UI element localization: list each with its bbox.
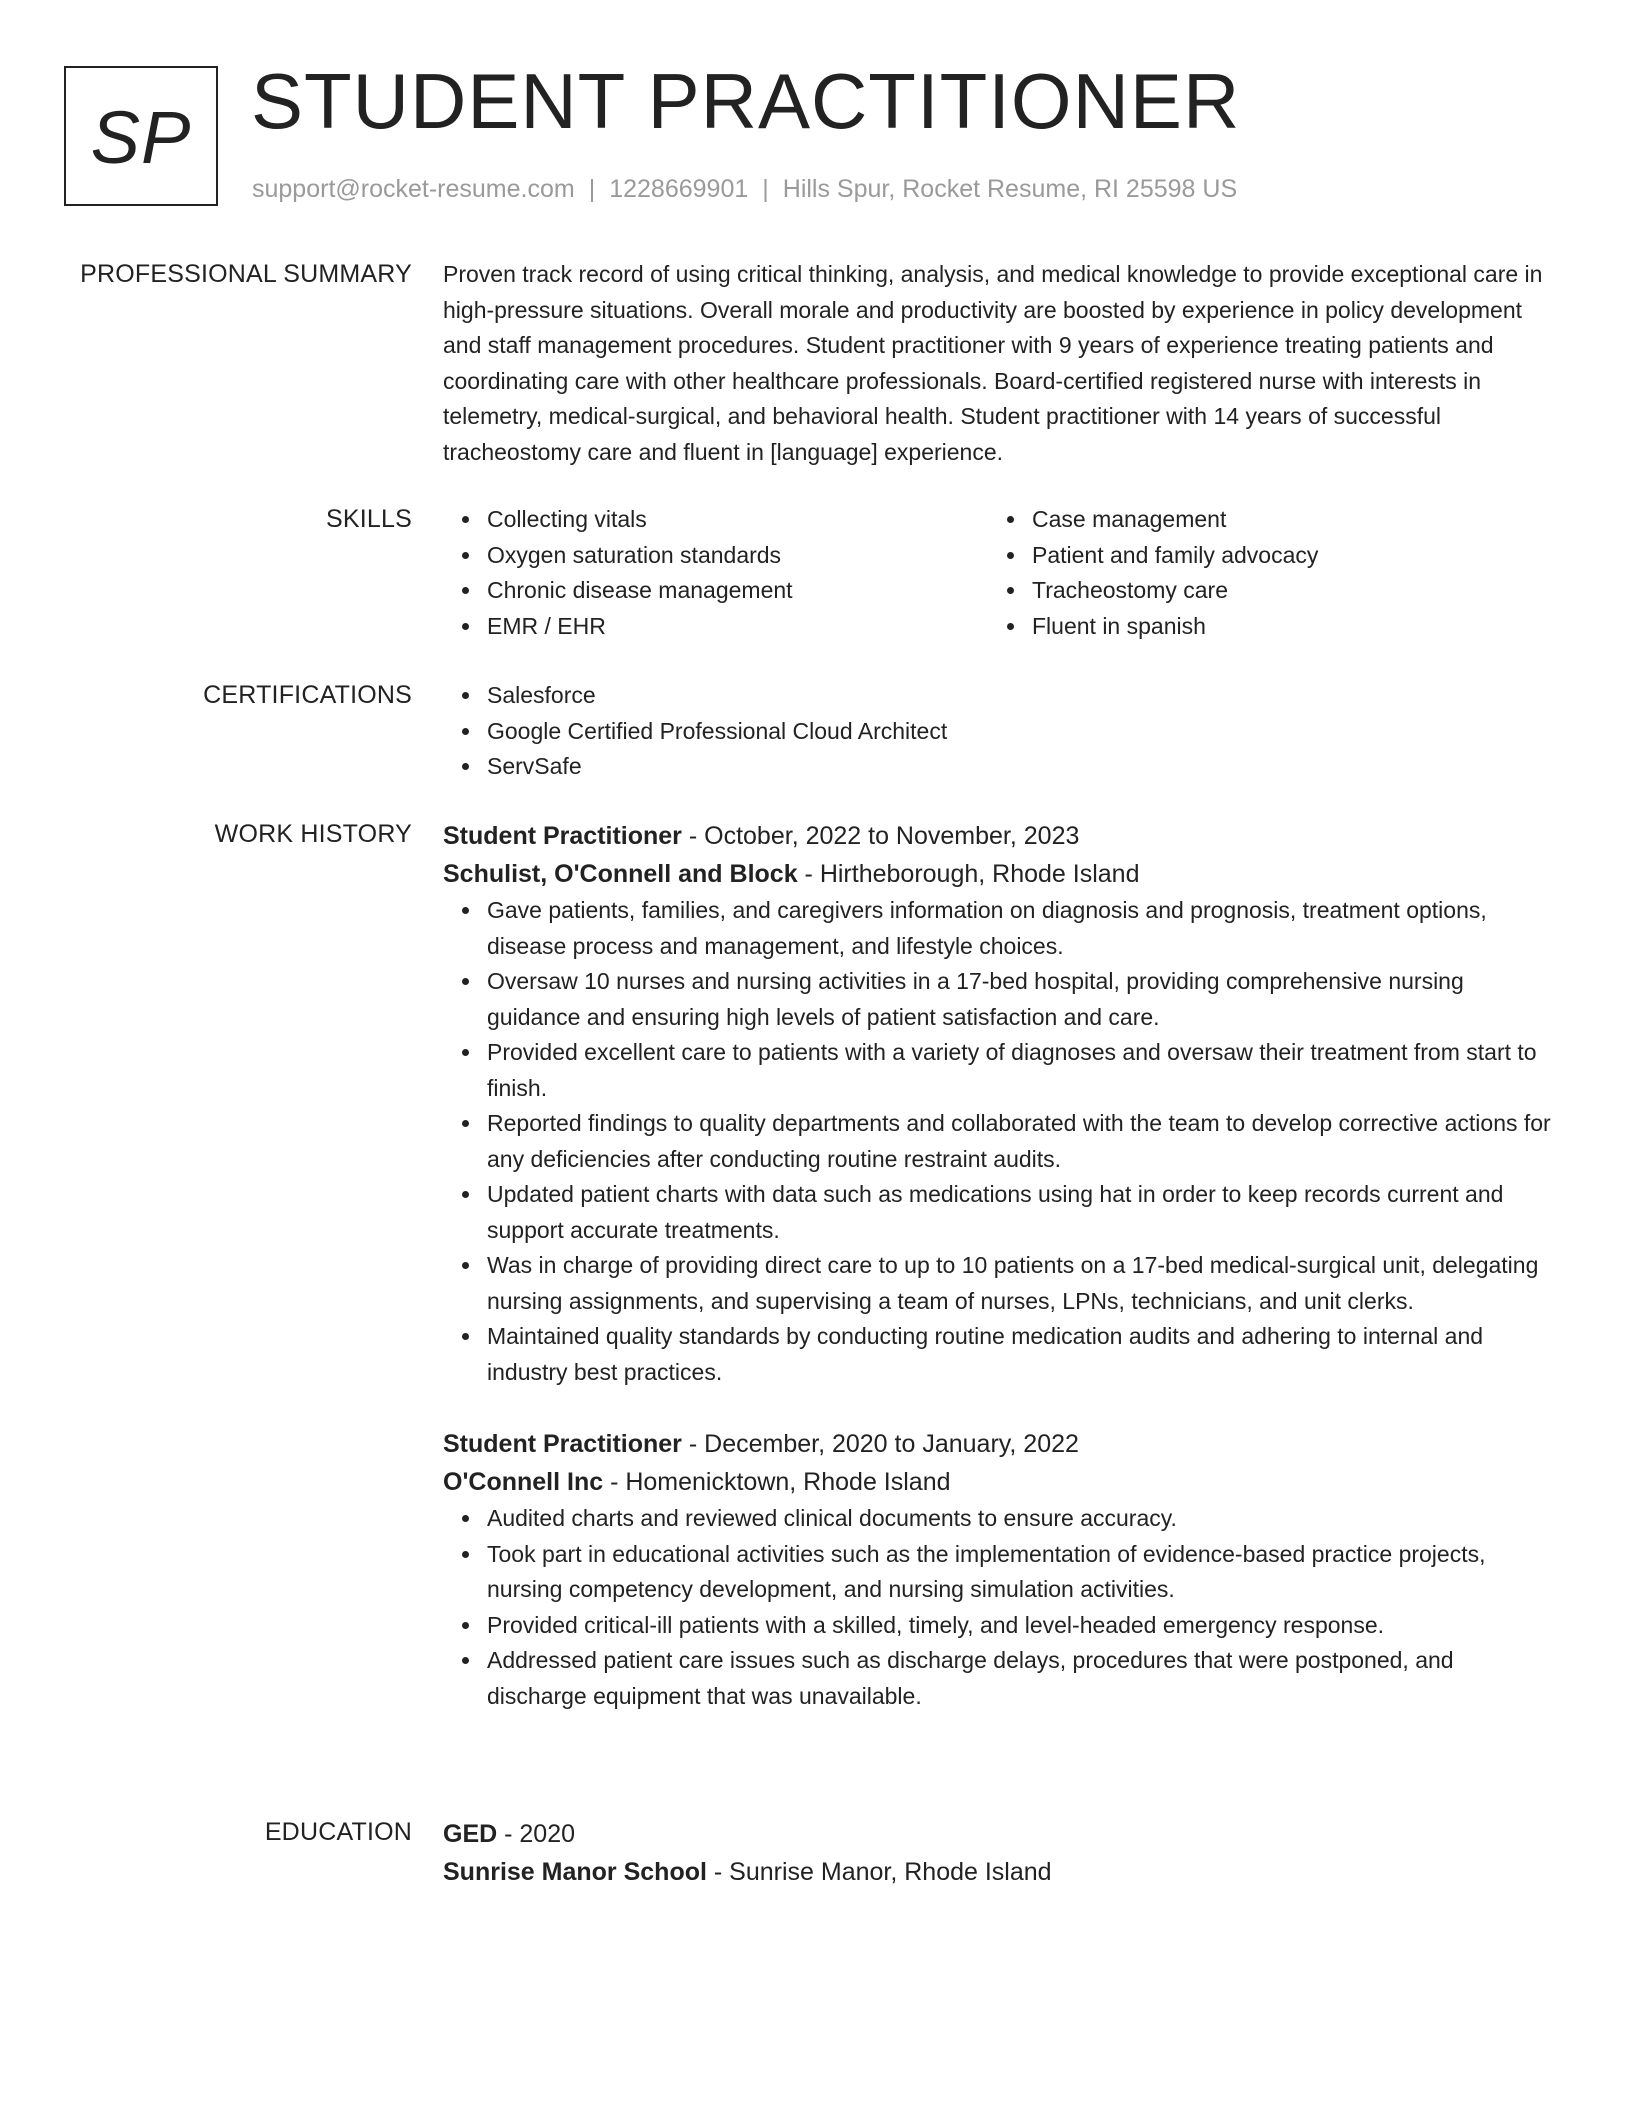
skill-item: Patient and family advocacy bbox=[1032, 538, 1533, 574]
job-entry bbox=[443, 1425, 1553, 1714]
job-company-line bbox=[443, 855, 1553, 893]
work-history-body bbox=[443, 817, 1553, 1714]
certification-item: ServSafe bbox=[487, 749, 1553, 785]
job-company-line bbox=[443, 1463, 1553, 1501]
job-bullet: Audited charts and reviewed clinical documents to ensure accuracy. bbox=[487, 1501, 1553, 1537]
contact-email[interactable]: support@rocket-resume.com bbox=[252, 175, 575, 203]
certification-item: Salesforce bbox=[487, 678, 1553, 714]
certifications-list bbox=[443, 678, 1553, 785]
certifications-title: CERTIFICATIONS bbox=[203, 681, 412, 709]
job-dates: - December, 2020 to January, 2022 bbox=[681, 1430, 1079, 1458]
skills-list-right bbox=[988, 502, 1533, 644]
summary-text: Proven track record of using critical thinking, analysis, and medical knowledge to provide exceptional care in high-pressure situations. Overall morale and productivity are boosted by experience in policy development and staff management procedures. Student practitioner with 9 years of experience treating patients and coordinating care with other healthcare professionals. Board-certified registered nurse with interests in telemetry, medical-surgical, and behavioral health. Student practitioner with 14 years of successful tracheostomy care and fluent in [language] experience. bbox=[443, 261, 1543, 465]
job-entry bbox=[443, 817, 1553, 1390]
skill-item: Chronic disease management bbox=[487, 573, 988, 609]
school-name: Sunrise Manor School bbox=[443, 1858, 707, 1886]
contact-phone[interactable]: 1228669901 bbox=[609, 175, 749, 203]
skill-item: Fluent in spanish bbox=[1032, 609, 1533, 645]
job-bullet: Took part in educational activities such as the implementation of evidence-based practice projects, nursing competency development, and nursing simulation activities. bbox=[487, 1537, 1553, 1608]
job-bullet-list bbox=[443, 1501, 1553, 1714]
skills-column-right bbox=[988, 502, 1533, 644]
job-role: Student Practitioner bbox=[443, 822, 682, 850]
education-title: EDUCATION bbox=[264, 1818, 412, 1846]
skills-body bbox=[443, 502, 1553, 644]
skill-item: Oxygen saturation standards bbox=[487, 538, 988, 574]
skill-item: Collecting vitals bbox=[487, 502, 988, 538]
job-company: O'Connell Inc bbox=[443, 1468, 604, 1496]
skill-item: Case management bbox=[1032, 502, 1533, 538]
skills-list-left bbox=[443, 502, 988, 644]
monogram-box bbox=[64, 66, 218, 206]
skills-column-left bbox=[443, 502, 988, 644]
degree-name: GED bbox=[443, 1820, 498, 1848]
job-bullet: Provided excellent care to patients with a variety of diagnoses and oversaw their treatment from start to finish. bbox=[487, 1035, 1553, 1106]
school-line bbox=[443, 1853, 1553, 1891]
job-bullet: Gave patients, families, and caregivers information on diagnosis and prognosis, treatment options, disease process and management, and lifestyle choices. bbox=[487, 893, 1553, 964]
contact-separator: | bbox=[762, 175, 769, 203]
job-bullet: Oversaw 10 nurses and nursing activities in a 17-bed hospital, providing comprehensive nursing guidance and ensuring high levels of patient satisfaction and care. bbox=[487, 964, 1553, 1035]
job-bullet: Maintained quality standards by conducting routine medication audits and adhering to internal and industry best practices. bbox=[487, 1319, 1553, 1390]
degree-year: - 2020 bbox=[497, 1820, 576, 1848]
contact-separator: | bbox=[588, 175, 596, 203]
job-bullet: Was in charge of providing direct care to up to 10 patients on a 17-bed medical-surgical unit, delegating nursing assignments, and supervising a team of nurses, LPNs, technicians, and unit clerks. bbox=[487, 1248, 1553, 1319]
job-company: Schulist, O'Connell and Block bbox=[443, 860, 798, 888]
school-location: - Sunrise Manor, Rhode Island bbox=[706, 1858, 1052, 1886]
skills-grid bbox=[443, 502, 1553, 644]
job-location: - Hirtheborough, Rhode Island bbox=[797, 860, 1140, 888]
skill-item: EMR / EHR bbox=[487, 609, 988, 645]
job-bullet-list bbox=[443, 893, 1553, 1390]
job-bullet: Provided critical-ill patients with a skilled, timely, and level-headed emergency response. bbox=[487, 1608, 1553, 1644]
education-body bbox=[443, 1815, 1553, 1891]
summary-title: PROFESSIONAL SUMMARY bbox=[80, 260, 412, 288]
job-title-line bbox=[443, 817, 1553, 855]
monogram-initials: SP bbox=[90, 95, 192, 179]
contact-line bbox=[252, 172, 1237, 206]
contact-address: Hills Spur, Rocket Resume, RI 25598 US bbox=[782, 175, 1238, 203]
skill-item: Tracheostomy care bbox=[1032, 573, 1533, 609]
job-title-line bbox=[443, 1425, 1553, 1463]
job-bullet: Addressed patient care issues such as discharge delays, procedures that were postponed, and discharge equipment that was unavailable. bbox=[487, 1643, 1553, 1714]
resume-name: STUDENT PRACTITIONER bbox=[251, 57, 1241, 145]
job-bullet: Updated patient charts with data such as medications using hat in order to keep records current and support accurate treatments. bbox=[487, 1177, 1553, 1248]
job-location: - Homenicktown, Rhode Island bbox=[603, 1468, 951, 1496]
summary-body bbox=[443, 257, 1553, 470]
job-bullet: Reported findings to quality departments and collaborated with the team to develop corrective actions for any deficiencies after conducting routine restraint audits. bbox=[487, 1106, 1553, 1177]
job-role: Student Practitioner bbox=[443, 1430, 682, 1458]
skills-title: SKILLS bbox=[326, 505, 412, 533]
certifications-body bbox=[443, 678, 1553, 785]
certification-item: Google Certified Professional Cloud Architect bbox=[487, 714, 1553, 750]
job-dates: - October, 2022 to November, 2023 bbox=[681, 822, 1080, 850]
degree-line bbox=[443, 1815, 1553, 1853]
work-history-title: WORK HISTORY bbox=[214, 820, 412, 848]
